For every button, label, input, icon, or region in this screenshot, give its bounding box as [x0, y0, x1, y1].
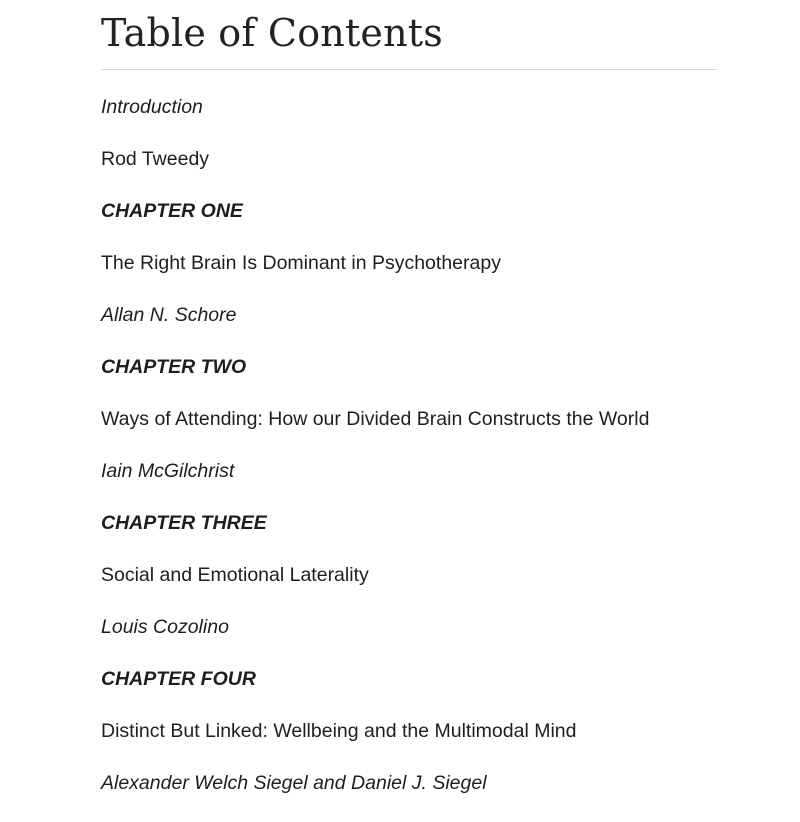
toc-entry-chapter-one-title: The Right Brain Is Dominant in Psychotherapy — [101, 252, 501, 274]
toc-list — [101, 94, 717, 822]
toc-entry-chapter-four-title: Distinct But Linked: Wellbeing and the Multimodal Mind — [101, 720, 577, 742]
toc-entry-chapter-one-author: Allan N. Schore — [101, 304, 237, 326]
toc-entry-introduction-label: Introduction — [101, 96, 203, 118]
toc-entry-chapter-two-heading: CHAPTER TWO — [101, 356, 247, 378]
toc-entry-chapter-four-heading: CHAPTER FOUR — [101, 668, 256, 690]
title-divider — [101, 69, 717, 70]
toc-entry-chapter-three-author: Louis Cozolino — [101, 616, 229, 638]
toc-entry-chapter-two-title: Ways of Attending: How our Divided Brain Constructs the World — [101, 408, 650, 430]
page-title: Table of Contents — [101, 11, 443, 55]
toc-entry-chapter-three-title: Social and Emotional Laterality — [101, 564, 369, 586]
toc-entry-chapter-two-author: Iain McGilchrist — [101, 460, 235, 482]
toc-entry-chapter-three-heading: CHAPTER THREE — [101, 512, 267, 534]
toc-entry-chapter-one-heading: CHAPTER ONE — [101, 200, 243, 222]
toc-entry-chapter-four-author: Alexander Welch Siegel and Daniel J. Siegel — [101, 772, 487, 794]
toc-entry-introduction-author: Rod Tweedy — [101, 148, 210, 170]
